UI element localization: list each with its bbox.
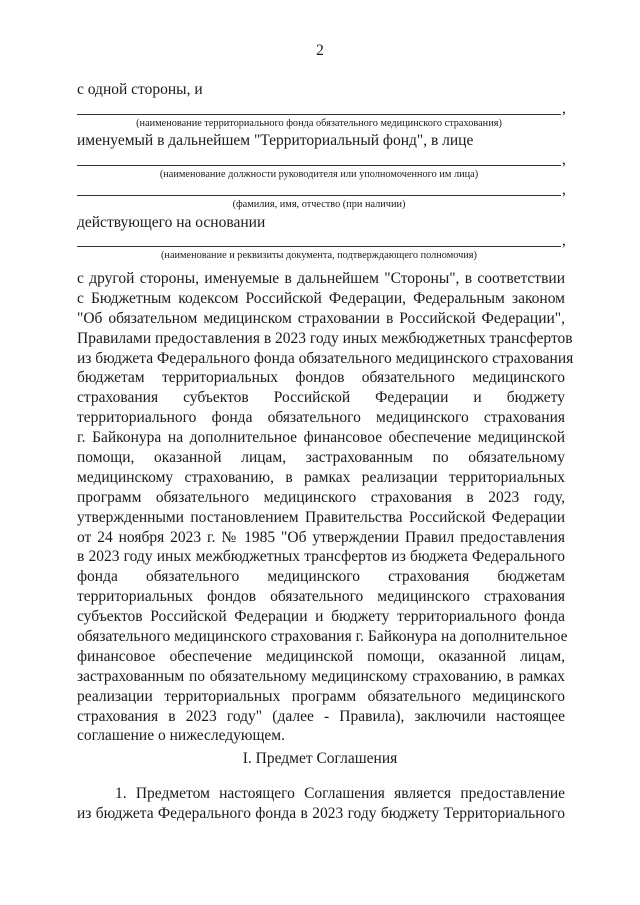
paragraph-line: с другой стороны, именуемые в дальнейшем "Стороны", в соответствии: [77, 270, 565, 287]
paragraph-line: страхования субъектов Российской Федерации и бюджету: [77, 389, 565, 407]
paragraph-line: с Бюджетным кодексом Российской Федерации, Федеральным законом: [77, 289, 565, 307]
full-name-fill-line: [77, 195, 561, 196]
authority-doc-caption: (наименование и реквизиты документа, подтверждающего полномочия): [161, 250, 477, 261]
page-number: 2: [316, 42, 324, 59]
paragraph-line: Правилами предоставления в 2023 году иных межбюджетных трансфертов: [77, 329, 573, 347]
paragraph-line: застрахованным по обязательному медицинскому страхованию, в рамках: [77, 667, 565, 685]
paragraph-line: территориального фонда обязательного медицинского страхования: [77, 409, 565, 427]
paragraph-line: помощи, оказанной лицам, застрахованным по обязательному: [77, 449, 565, 467]
fund-name-fill-line: [77, 114, 561, 115]
intro-line-named: именуемый в дальнейшем "Территориальный фонд", в лице: [77, 132, 474, 149]
paragraph-line: 1. Предметом настоящего Соглашения является предоставление: [115, 785, 565, 802]
paragraph-line: утвержденными постановлением Правительства Российской Федерации: [77, 508, 565, 526]
fund-name-caption: (наименование территориального фонда обязательного медицинского страхования): [136, 118, 502, 129]
position-caption: (наименование должности руководителя или уполномоченного им лица): [159, 169, 479, 180]
paragraph-line: г. Байконура на дополнительное финансовое обеспечение медицинской: [77, 429, 565, 447]
paragraph-line: в 2023 году иных межбюджетных трансфертов из бюджета Федерального: [77, 548, 565, 566]
authority-doc-fill-line: [77, 246, 561, 247]
paragraph-line: из бюджета Федерального фонда в 2023 году бюджету Территориального: [77, 805, 565, 822]
paragraph-line: реализации территориальных программ обязательного медицинского: [77, 687, 565, 705]
fill-comma: ,: [562, 181, 566, 198]
paragraph-line: финансовое обеспечение медицинской помощи, оказанной лицам,: [77, 647, 565, 665]
fill-comma: ,: [562, 232, 566, 249]
paragraph-line: медицинскому страхованию, в рамках реализации территориальных: [77, 468, 565, 486]
paragraph-line: "Об обязательном медицинском страховании в Российской Федерации",: [77, 309, 565, 327]
section-paragraph: [77, 784, 565, 824]
paragraph-line: фонда обязательного медицинского страхования бюджетам: [77, 568, 565, 586]
paragraph-line: субъектов Российской Федерации и бюджету территориального фонда: [77, 608, 565, 626]
full-name-caption: (фамилия, имя, отчество (при наличии): [232, 199, 406, 210]
paragraph-line: страхования в 2023 году" (далее - Правила), заключили настоящее: [77, 707, 565, 725]
paragraph-line: соглашение о нижеследующем.: [77, 727, 285, 745]
paragraph-line: территориальных фондов обязательного медицинского страхования: [77, 588, 565, 606]
paragraph-line: программ обязательного медицинского страхования в 2023 году,: [77, 488, 565, 506]
fill-comma: ,: [562, 151, 566, 168]
intro-line-acting: действующего на основании: [77, 214, 266, 231]
paragraph-line: из бюджета Федерального фонда обязательного медицинского страхования: [77, 349, 574, 367]
paragraph-line: бюджетам территориальных фондов обязательного медицинского: [77, 369, 565, 387]
paragraph-line: обязательного медицинского страхования г. Байконура на дополнительное: [77, 628, 568, 646]
paragraph-line: от 24 ноября 2023 г. № 1985 "Об утверждении Правил предоставления: [77, 528, 565, 546]
section-heading: I. Предмет Соглашения: [242, 750, 398, 767]
intro-line-one-side: с одной стороны, и: [77, 81, 203, 98]
position-fill-line: [77, 165, 561, 166]
fill-comma: ,: [562, 100, 566, 117]
preamble-paragraph: [77, 269, 574, 746]
